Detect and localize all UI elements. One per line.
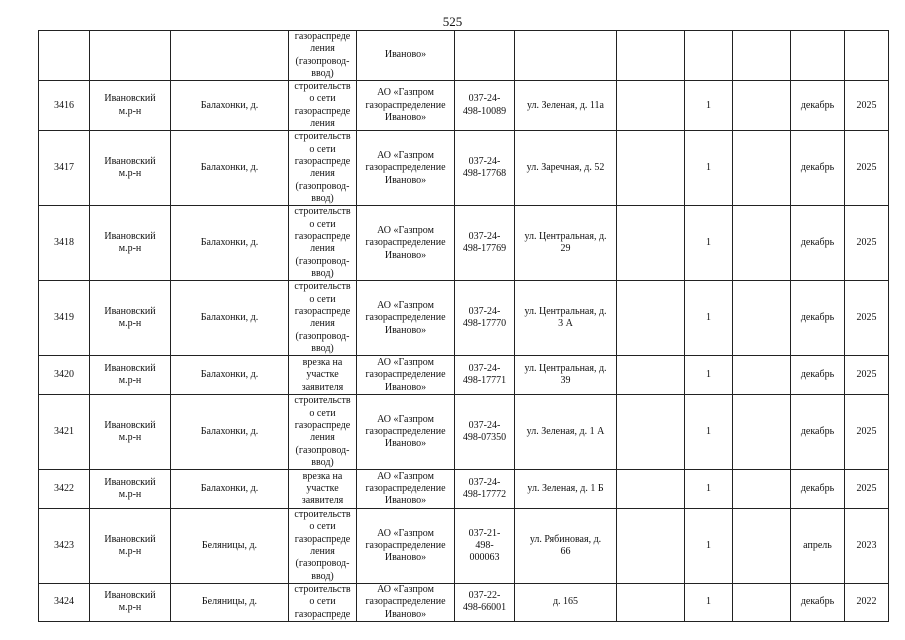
cell-year: 2025: [845, 281, 889, 356]
cell-settlement: Балахонки, д.: [171, 81, 289, 131]
cell-line: м.р-н: [118, 602, 142, 614]
cell-line: 037-24-: [468, 231, 501, 243]
cell-work-type: [289, 281, 357, 356]
cell-line: м.р-н: [118, 489, 142, 501]
cell-line: участке: [306, 369, 339, 381]
table-row-continued: [39, 31, 889, 81]
table-row: [39, 131, 889, 206]
cell-empty: [733, 470, 791, 509]
cell-quantity: 1: [685, 131, 733, 206]
cell-line: 498-17768: [462, 168, 507, 180]
cell-empty: [617, 395, 685, 470]
cell-line: 29: [560, 243, 571, 255]
cell-line: ления: [310, 168, 335, 180]
cell-address: [515, 583, 617, 621]
cell-line: (газопровод-: [295, 444, 350, 456]
cell-line: (газопровод-: [295, 55, 350, 67]
cell-line: газораспределение: [365, 539, 446, 551]
cell-line: строительств: [294, 583, 351, 595]
cell-line: газораспреде: [294, 31, 351, 42]
cell-organization: [357, 583, 455, 621]
cell-no: 3416: [39, 81, 90, 131]
cell-line: 3 А: [558, 318, 573, 330]
cell-work-type: [289, 31, 357, 81]
cell-line: 037-22-: [468, 590, 501, 602]
cell-line: АО «Газпром: [377, 224, 434, 236]
cell-line: 037-24-: [468, 363, 501, 375]
cell-line: ввод): [311, 67, 334, 79]
cell-empty: [617, 31, 685, 81]
cell-code: [455, 131, 515, 206]
cell-line: газораспреде: [294, 306, 351, 318]
cell-line: ления: [310, 243, 335, 255]
cell-work-type: [289, 509, 357, 584]
cell-line: ввод): [311, 192, 334, 204]
cell-district: [90, 131, 171, 206]
cell-line: ввод): [311, 456, 334, 468]
cell-quantity: 1: [685, 81, 733, 131]
cell-line: Ивановский: [104, 156, 156, 168]
cell-line: 037-24-: [468, 306, 501, 318]
cell-line: АО «Газпром: [377, 356, 434, 368]
cell-line: м.р-н: [118, 375, 142, 387]
cell-empty: [617, 206, 685, 281]
cell-line: (газопровод-: [295, 255, 350, 267]
cell-settlement: Балахонки, д.: [171, 356, 289, 395]
cell-no: 3422: [39, 470, 90, 509]
cell-line: Ивановский: [104, 306, 156, 318]
cell-line: ул. Центральная, д.: [524, 363, 607, 375]
cell-line: врезка на: [302, 470, 343, 482]
cell-line: ул. Центральная, д.: [524, 231, 607, 243]
cell-line: ления: [310, 43, 335, 55]
cell-line: ул. Зеленая, д. 11а: [527, 99, 604, 111]
cell-district: [90, 31, 171, 81]
cell-address: [515, 81, 617, 131]
cell-work-type: [289, 81, 357, 131]
table-row: [39, 206, 889, 281]
cell-code: [455, 81, 515, 131]
cell-organization: [357, 281, 455, 356]
cell-code: [455, 395, 515, 470]
cell-empty: [617, 509, 685, 584]
cell-line: участке: [306, 483, 339, 494]
cell-line: 037-24-: [468, 156, 501, 168]
cell-code: [455, 509, 515, 584]
cell-line: Иваново»: [384, 49, 427, 61]
cell-empty: [733, 131, 791, 206]
cell-code: [455, 281, 515, 356]
cell-line: 498-17771: [462, 375, 507, 387]
cell-settlement: Балахонки, д.: [171, 281, 289, 356]
cell-line: 498-17769: [462, 243, 507, 255]
cell-line: Иваново»: [384, 552, 427, 564]
cell-quantity: 1: [685, 583, 733, 621]
cell-empty: [733, 281, 791, 356]
table-row: [39, 583, 889, 621]
cell-line: строительств: [294, 395, 351, 407]
cell-organization: [357, 206, 455, 281]
cell-line: АО «Газпром: [377, 299, 434, 311]
cell-line: м.р-н: [118, 168, 142, 180]
cell-year: 2025: [845, 81, 889, 131]
cell-line: Иваново»: [384, 111, 427, 123]
cell-organization: [357, 356, 455, 395]
cell-line: Иваново»: [384, 324, 427, 336]
cell-address: [515, 131, 617, 206]
cell-no: 3420: [39, 356, 90, 395]
table-row: [39, 281, 889, 356]
cell-line: АО «Газпром: [377, 527, 434, 539]
table-row: [39, 395, 889, 470]
cell-line: строительств: [294, 131, 351, 143]
cell-code: [455, 470, 515, 509]
cell-line: 39: [560, 375, 571, 387]
cell-work-type: [289, 356, 357, 395]
cell-line: газораспределение: [365, 596, 446, 608]
cell-line: ул. Зеленая, д. 1 А: [526, 426, 605, 438]
cell-line: о сети: [309, 218, 336, 230]
cell-line: (газопровод-: [295, 330, 350, 342]
cell-line: ул. Зеленая, д. 1 Б: [527, 483, 604, 494]
cell-line: Иваново»: [384, 495, 427, 507]
cell-quantity: 1: [685, 470, 733, 509]
cell-no: [39, 31, 90, 81]
table-row: [39, 356, 889, 395]
cell-line: строительств: [294, 206, 351, 218]
cell-month: декабрь: [791, 356, 845, 395]
cell-settlement: [171, 31, 289, 81]
cell-district: [90, 356, 171, 395]
cell-line: м.р-н: [118, 432, 142, 444]
cell-line: 037-24-: [468, 93, 501, 105]
cell-empty: [617, 583, 685, 621]
cell-empty: [733, 583, 791, 621]
cell-address: [515, 206, 617, 281]
cell-address: [515, 395, 617, 470]
cell-no: 3417: [39, 131, 90, 206]
table-row: [39, 509, 889, 584]
cell-line: 000063: [469, 552, 500, 564]
cell-organization: [357, 81, 455, 131]
cell-line: о сети: [309, 93, 336, 105]
registry-table: [38, 30, 889, 622]
cell-line: о сети: [309, 521, 336, 533]
cell-line: 498-17770: [462, 318, 507, 330]
cell-line: Ивановский: [104, 533, 156, 545]
cell-line: ввод): [311, 267, 334, 279]
cell-month: декабрь: [791, 583, 845, 621]
cell-work-type: [289, 206, 357, 281]
cell-settlement: Балахонки, д.: [171, 206, 289, 281]
cell-line: ул. Заречная, д. 52: [526, 162, 605, 174]
cell-organization: [357, 131, 455, 206]
cell-empty: [733, 395, 791, 470]
cell-empty: [733, 31, 791, 81]
cell-empty: [617, 281, 685, 356]
cell-address: [515, 356, 617, 395]
cell-quantity: 1: [685, 509, 733, 584]
cell-line: (газопровод-: [295, 558, 350, 570]
cell-line: Иваново»: [384, 608, 427, 620]
cell-organization: [357, 509, 455, 584]
cell-month: декабрь: [791, 281, 845, 356]
cell-work-type: [289, 583, 357, 621]
cell-line: м.р-н: [118, 546, 142, 558]
cell-line: газораспределение: [365, 312, 446, 324]
cell-line: 037-24-: [468, 476, 501, 488]
cell-line: ввод): [311, 342, 334, 354]
cell-line: ул. Центральная, д.: [524, 306, 607, 318]
cell-district: [90, 509, 171, 584]
cell-empty: [617, 356, 685, 395]
cell-no: 3424: [39, 583, 90, 621]
cell-line: газораспределение: [365, 369, 446, 381]
cell-month: декабрь: [791, 470, 845, 509]
cell-organization: [357, 470, 455, 509]
cell-quantity: 1: [685, 281, 733, 356]
cell-district: [90, 281, 171, 356]
cell-line: 498-10089: [462, 105, 507, 117]
table-row: [39, 470, 889, 509]
cell-code: [455, 583, 515, 621]
cell-organization: [357, 31, 455, 81]
cell-line: 037-21-: [468, 527, 501, 539]
cell-settlement: Беляницы, д.: [171, 509, 289, 584]
cell-no: 3418: [39, 206, 90, 281]
cell-code: [455, 356, 515, 395]
cell-line: газораспреде: [294, 156, 351, 168]
cell-line: Ивановский: [104, 476, 156, 488]
cell-line: о сети: [309, 293, 336, 305]
cell-line: Ивановский: [104, 93, 156, 105]
cell-line: газораспределение: [365, 483, 446, 494]
cell-line: о сети: [309, 596, 336, 608]
cell-empty: [617, 131, 685, 206]
cell-year: 2025: [845, 470, 889, 509]
cell-work-type: [289, 131, 357, 206]
cell-line: Иваново»: [384, 174, 427, 186]
cell-empty: [733, 206, 791, 281]
cell-settlement: Балахонки, д.: [171, 470, 289, 509]
cell-line: Иваново»: [384, 249, 427, 261]
cell-quantity: 1: [685, 395, 733, 470]
cell-line: о сети: [309, 143, 336, 155]
cell-line: (газопровод-: [295, 180, 350, 192]
cell-district: [90, 206, 171, 281]
cell-line: 498-17772: [462, 489, 507, 501]
cell-line: Иваново»: [384, 438, 427, 450]
cell-address: [515, 509, 617, 584]
cell-empty: [733, 81, 791, 131]
cell-month: апрель: [791, 509, 845, 584]
cell-address: [515, 281, 617, 356]
cell-line: газораспреде: [294, 608, 351, 620]
cell-year: 2025: [845, 395, 889, 470]
cell-line: 498-66001: [462, 602, 507, 614]
cell-line: газораспреде: [294, 105, 351, 117]
cell-line: АО «Газпром: [377, 470, 434, 482]
cell-year: 2025: [845, 206, 889, 281]
cell-quantity: 1: [685, 356, 733, 395]
cell-line: ввод): [311, 570, 334, 582]
cell-district: [90, 583, 171, 621]
table-body: [39, 31, 889, 622]
cell-work-type: [289, 470, 357, 509]
cell-line: д. 165: [552, 596, 579, 608]
cell-empty: [617, 81, 685, 131]
cell-line: Ивановский: [104, 231, 156, 243]
cell-year: 2023: [845, 509, 889, 584]
cell-line: м.р-н: [118, 318, 142, 330]
cell-district: [90, 81, 171, 131]
cell-code: [455, 206, 515, 281]
cell-line: строительств: [294, 281, 351, 293]
cell-line: ления: [310, 432, 335, 444]
table-row: [39, 81, 889, 131]
cell-line: газораспределение: [365, 426, 446, 438]
cell-line: газораспределение: [365, 99, 446, 111]
cell-line: АО «Газпром: [377, 149, 434, 161]
cell-no: 3419: [39, 281, 90, 356]
cell-line: ул. Рябиновая, д.: [529, 533, 602, 545]
cell-line: Ивановский: [104, 363, 156, 375]
cell-empty: [617, 470, 685, 509]
cell-work-type: [289, 395, 357, 470]
cell-no: 3421: [39, 395, 90, 470]
cell-line: строительств: [294, 81, 351, 93]
cell-line: строительств: [294, 509, 351, 521]
cell-settlement: Балахонки, д.: [171, 131, 289, 206]
cell-address: [515, 470, 617, 509]
cell-organization: [357, 395, 455, 470]
cell-settlement: Беляницы, д.: [171, 583, 289, 621]
cell-month: [791, 31, 845, 81]
cell-line: 037-24-: [468, 419, 501, 431]
cell-line: газораспределение: [365, 237, 446, 249]
cell-year: 2025: [845, 131, 889, 206]
cell-line: газораспреде: [294, 419, 351, 431]
page-number: 525: [442, 14, 463, 29]
cell-line: врезка на: [302, 356, 343, 368]
cell-empty: [685, 31, 733, 81]
cell-settlement: Балахонки, д.: [171, 395, 289, 470]
cell-line: о сети: [309, 407, 336, 419]
cell-empty: [733, 509, 791, 584]
cell-month: декабрь: [791, 206, 845, 281]
cell-year: 2025: [845, 356, 889, 395]
cell-line: Ивановский: [104, 590, 156, 602]
cell-line: м.р-н: [118, 243, 142, 255]
cell-line: ления: [310, 118, 335, 130]
cell-line: ления: [310, 546, 335, 558]
cell-line: газораспреде: [294, 231, 351, 243]
cell-year: 2022: [845, 583, 889, 621]
cell-line: заявителя: [301, 381, 344, 393]
cell-year: [845, 31, 889, 81]
cell-line: АО «Газпром: [377, 583, 434, 595]
cell-line: 498-: [475, 539, 494, 551]
cell-month: декабрь: [791, 81, 845, 131]
cell-line: АО «Газпром: [377, 413, 434, 425]
cell-line: ления: [310, 318, 335, 330]
cell-district: [90, 470, 171, 509]
cell-line: Ивановский: [104, 419, 156, 431]
cell-month: декабрь: [791, 395, 845, 470]
cell-month: декабрь: [791, 131, 845, 206]
cell-line: газораспреде: [294, 533, 351, 545]
cell-address: [515, 31, 617, 81]
cell-district: [90, 395, 171, 470]
cell-line: газораспределение: [365, 162, 446, 174]
cell-line: 498-07350: [462, 432, 507, 444]
cell-line: АО «Газпром: [377, 87, 434, 99]
cell-line: 66: [560, 546, 571, 558]
cell-quantity: 1: [685, 206, 733, 281]
cell-no: 3423: [39, 509, 90, 584]
cell-line: Иваново»: [384, 381, 427, 393]
cell-code: [455, 31, 515, 81]
cell-line: заявителя: [301, 495, 344, 507]
cell-empty: [733, 356, 791, 395]
cell-line: м.р-н: [118, 105, 142, 117]
